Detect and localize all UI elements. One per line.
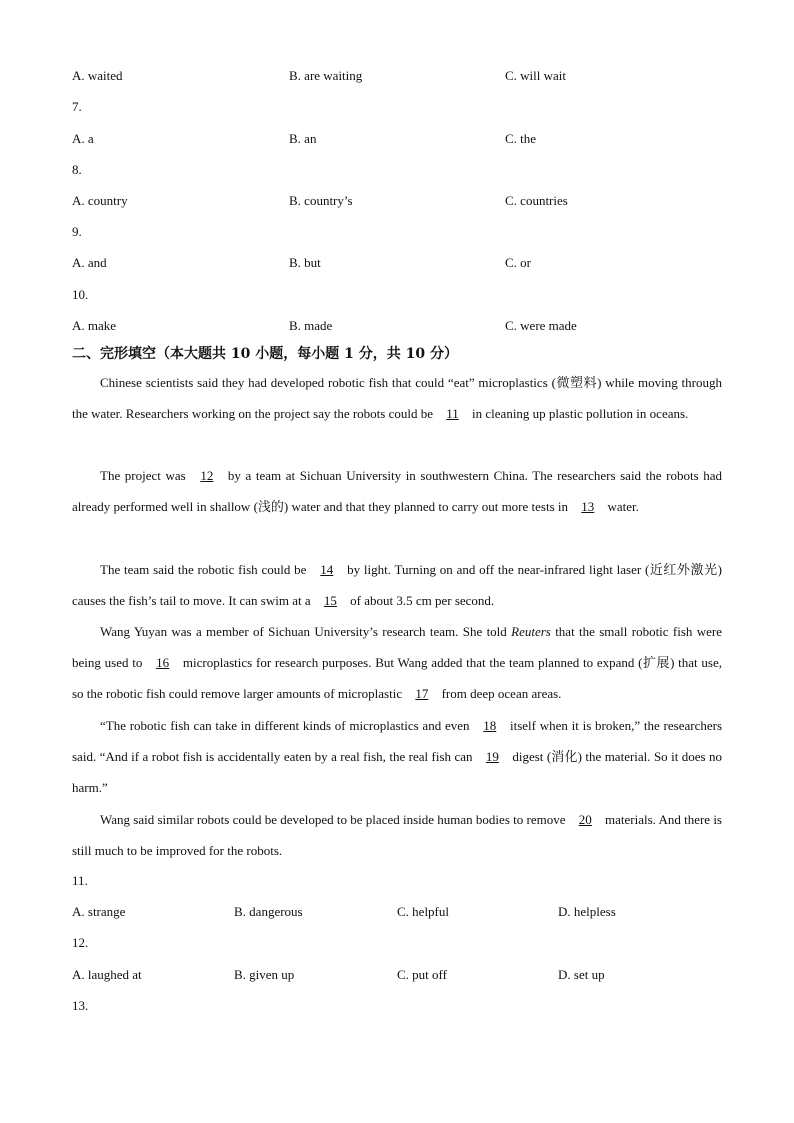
question-number: 11. [72, 873, 88, 888]
q7-options [72, 131, 722, 147]
q9-options [72, 255, 722, 271]
passage-text: materials. And there is still much to be improved for the robots. [72, 812, 722, 858]
passage-text: by light. Turning on and off the near-infrared light laser (近红外激光) causes the fish’s tail to move. It can swim at a [72, 562, 722, 608]
passage-text: water. [604, 499, 639, 514]
passage-text: itself when it is broken,” the researchers said. “And if a robot fish is accidentally eaten by a real fish, the real fish can [72, 718, 722, 764]
question-number: 9. [72, 224, 82, 239]
option-c: C. were made [505, 318, 577, 333]
option-b: B. are waiting [289, 68, 363, 83]
blank-12: 12 [200, 468, 214, 483]
passage-text: that the small robotic fish were being used to [72, 624, 722, 670]
option-b: B. dangerous [234, 904, 303, 919]
option-a: A. make [72, 318, 117, 333]
passage-text: The team said the robotic fish could be [100, 562, 311, 577]
option-a: A. a [72, 131, 94, 146]
option-a: A. and [72, 255, 107, 270]
question-number: 12. [72, 935, 89, 950]
passage-text: from deep ocean areas. [438, 686, 562, 701]
option-b: B. an [289, 131, 317, 146]
option-c: C. will wait [505, 68, 567, 83]
passage-paragraph-1 [72, 367, 722, 429]
passage-paragraph-4 [72, 616, 722, 709]
option-c: C. countries [505, 193, 568, 208]
passage-paragraph-2 [72, 460, 722, 522]
question-number: 10. [72, 287, 89, 302]
blank-16: 16 [156, 655, 170, 670]
passage-paragraph-5 [72, 710, 722, 803]
option-d: D. set up [558, 967, 605, 982]
option-c: C. or [505, 255, 531, 270]
q6-options [72, 68, 722, 84]
passage-text: of about 3.5 cm per second. [346, 593, 495, 608]
q12-options [72, 967, 722, 983]
passage-text: Wang said similar robots could be developed to be placed inside human bodies to remove [100, 812, 569, 827]
passage-text: by a team at Sichuan University in southwestern China. The researchers said the robots had already performed well in shallow (浅的) water and that they planned to carry out more tests in [72, 468, 723, 514]
option-a: A. waited [72, 68, 123, 83]
option-c: C. the [505, 131, 537, 146]
option-b: B. given up [234, 967, 295, 982]
option-c: C. helpful [397, 904, 449, 919]
option-b: B. but [289, 255, 321, 270]
question-number: 7. [72, 99, 82, 114]
passage-text: digest (消化) the material. So it does no harm.” [72, 749, 722, 795]
option-b: B. country’s [289, 193, 353, 208]
blank-20: 20 [578, 812, 592, 827]
blank-18: 18 [483, 718, 497, 733]
option-b: B. made [289, 318, 333, 333]
passage-text: in cleaning up plastic pollution in oceans. [468, 406, 689, 421]
passage-text: Chinese scientists said they had developed robotic fish that could “eat” microplastics (微塑料) while moving through the water. Researchers working on the project say the robots could be [72, 375, 722, 421]
passage-text: “The robotic fish can take in different kinds of microplastics and even [100, 718, 474, 733]
blank-11: 11 [446, 406, 459, 421]
blank-15: 15 [323, 593, 337, 608]
passage-text: microplastics for research purposes. But Wang added that the team planned to expand (扩展) that use, so the robotic fish could remove larger amounts of microplastic [72, 655, 723, 701]
passage-paragraph-6 [72, 804, 722, 866]
passage-text: The project was [100, 468, 191, 483]
q11-options [72, 904, 722, 920]
source-name: Reuters [511, 624, 551, 639]
question-number: 13. [72, 998, 89, 1013]
q10-options [72, 318, 722, 334]
passage-paragraph-3 [72, 554, 722, 616]
option-a: A. country [72, 193, 128, 208]
question-number: 8. [72, 162, 82, 177]
blank-13: 13 [581, 499, 595, 514]
blank-19: 19 [485, 749, 499, 764]
option-a: A. laughed at [72, 967, 142, 982]
section-title: 二、完形填空（本大题共 10 小题，每小题 1 分，共 10 分） [72, 346, 458, 362]
q8-options [72, 193, 722, 209]
passage-text: Wang Yuyan was a member of Sichuan University’s research team. She told [100, 624, 512, 639]
blank-14: 14 [320, 562, 334, 577]
option-c: C. put off [397, 967, 447, 982]
blank-17: 17 [415, 686, 429, 701]
option-a: A. strange [72, 904, 126, 919]
option-d: D. helpless [558, 904, 616, 919]
